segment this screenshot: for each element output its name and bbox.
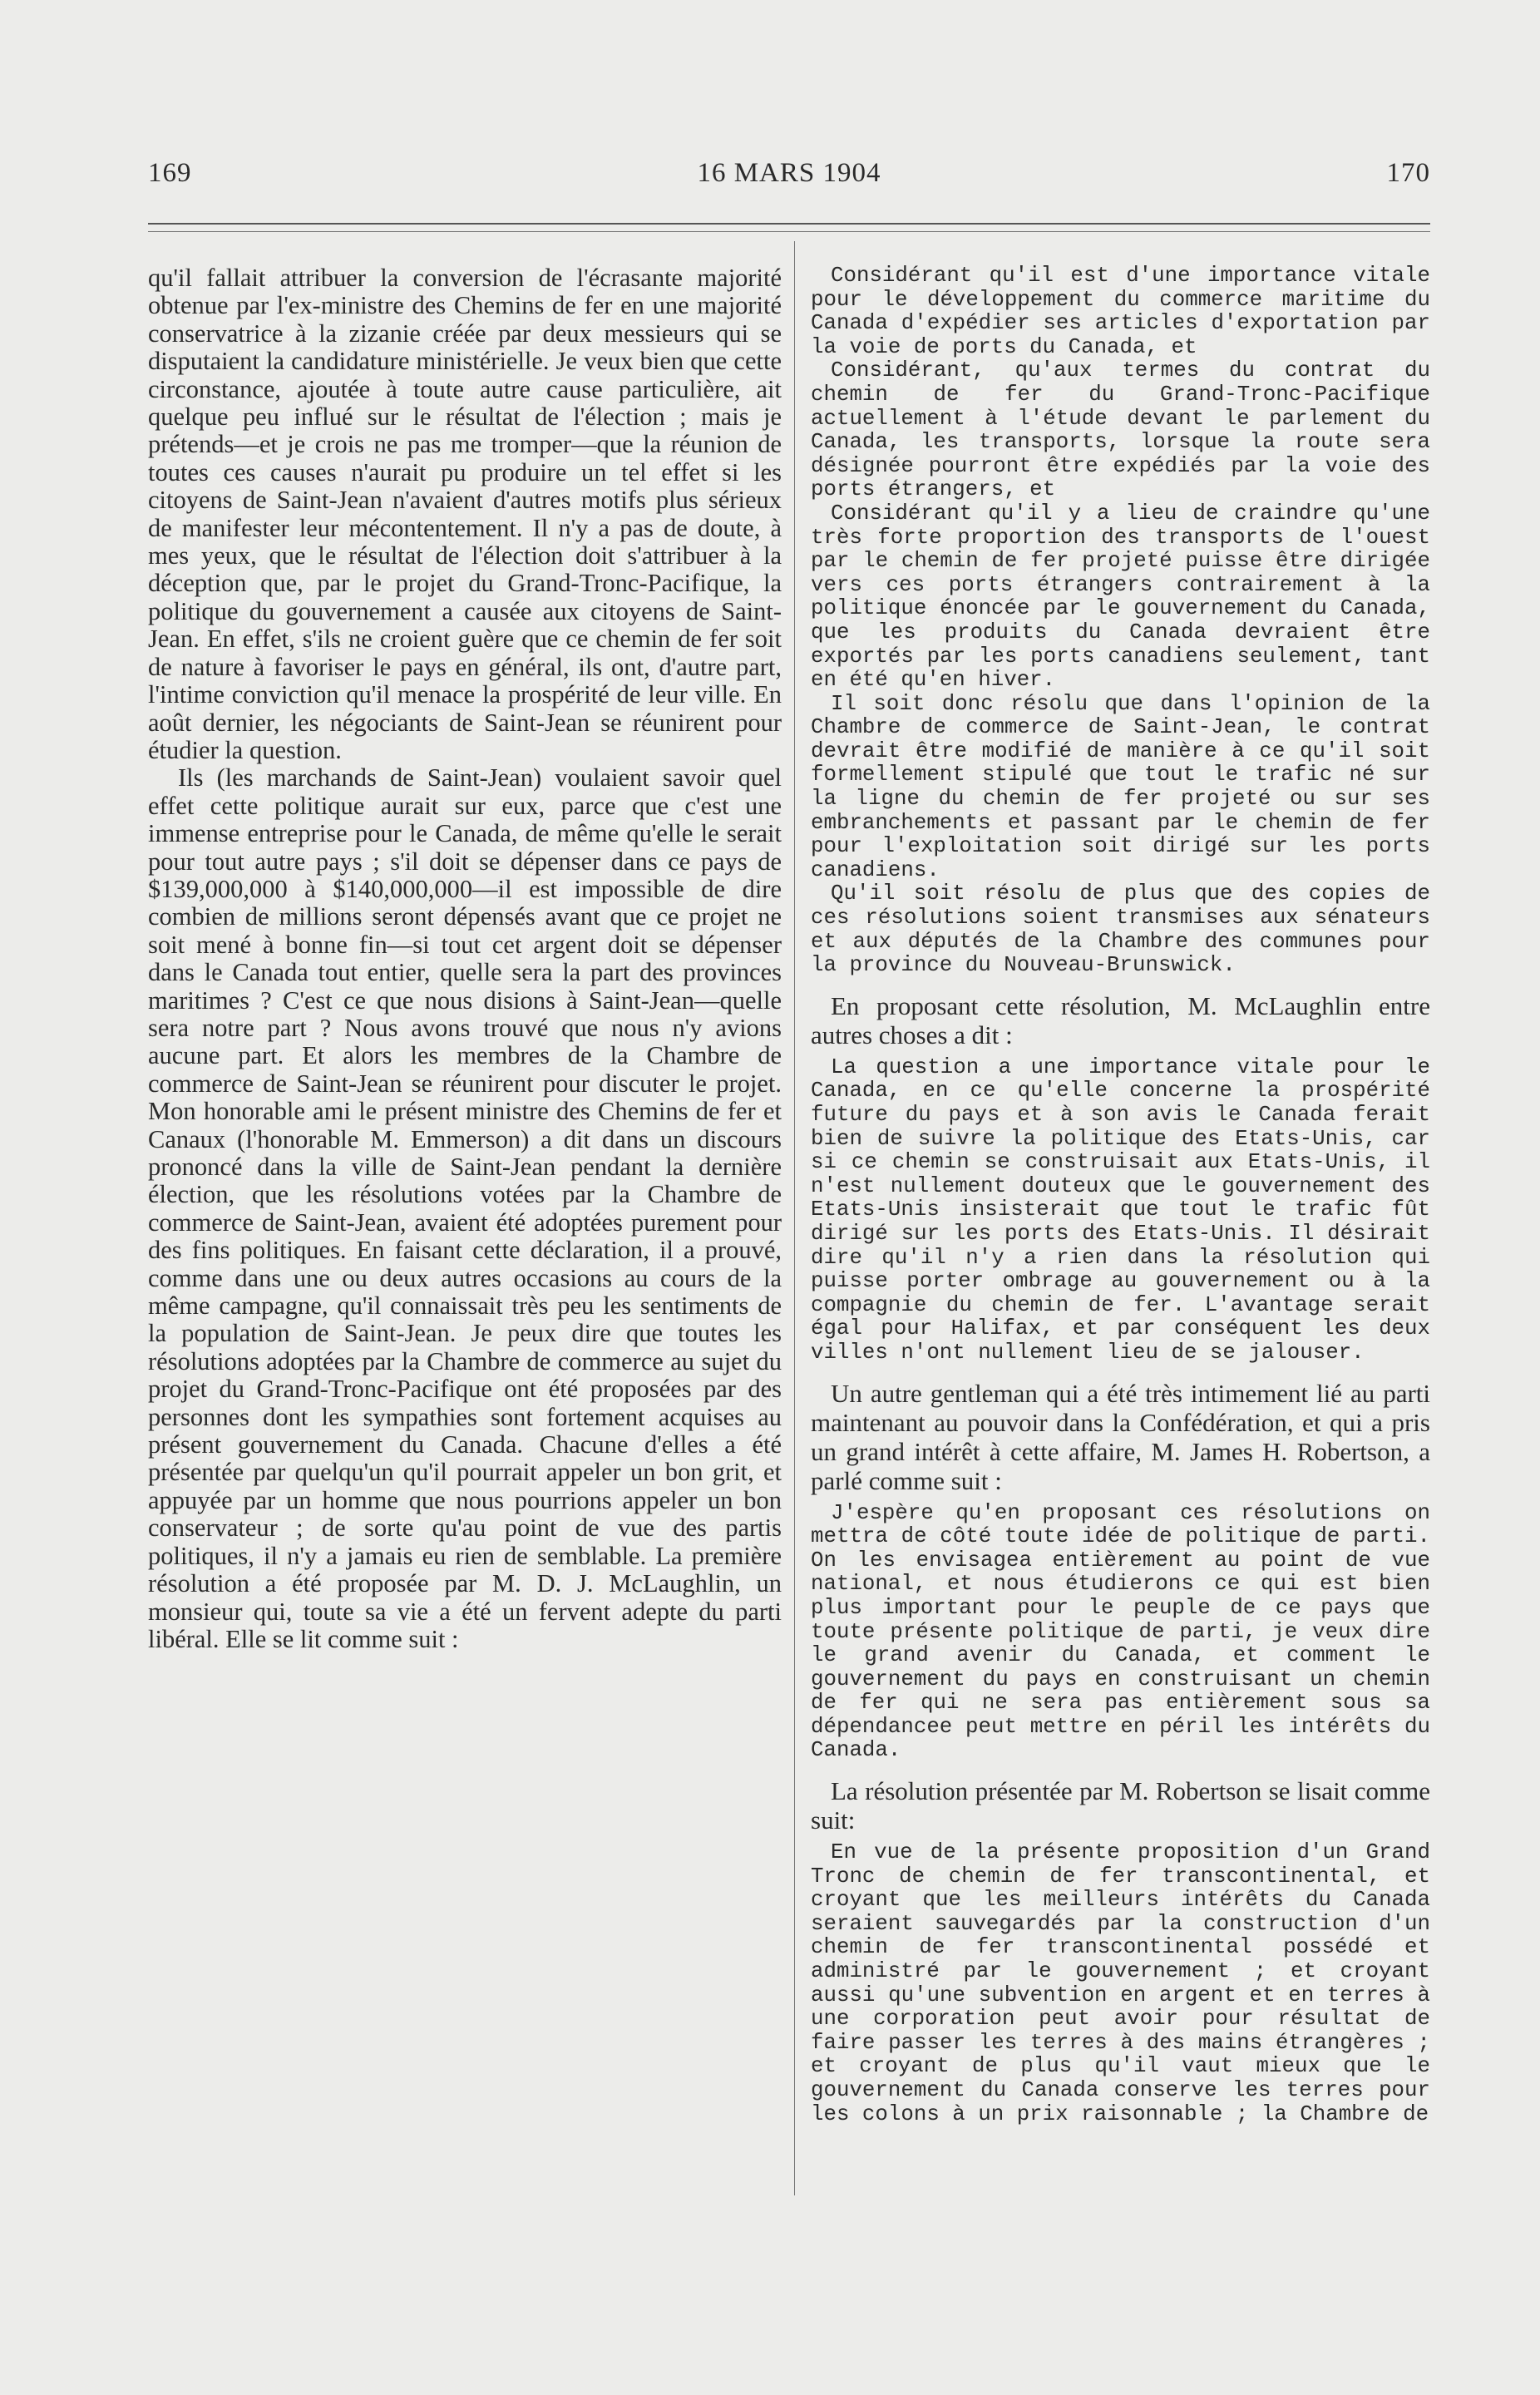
left-paragraph: qu'il fallait attribuer la conversion de l'écrasante majorité obtenue par l'ex-ministre des Chemins de fer en une majorité conservatrice à la zizanie créée par deux messieurs qui se disputaient la candidature ministérielle. Je veux bien que cette circonstance, ajoutée à toute autre cause particulière, ait quelque peu influé sur le résultat de l'élection ; mais je prétends—et je crois ne pas me tromper—que la réunion de toutes ces causes n'aurait pu produire un tel effet si les citoyens de Saint-Jean n'avaient d'autres motifs plus sérieux de manifester leur mécontentement. Il n'y a pas de doute, à mes yeux, que le résultat de l'élection doit s'attribuer à la déception que, par le projet du Grand-Tronc-Pacifique, la politique du gouvernement a causée aux citoyens de Saint-Jean. En effet, s'ils ne croient guère que ce chemin de fer soit de nature à favoriser le pays en général, ils ont, d'autre part, l'intime conviction qu'il menace la prospérité de leur ville. En août dernier, les négociants de Saint-Jean se réunirent pour étudier la question.: [148, 264, 782, 764]
quotation-paragraph: J'espère qu'en proposant ces résolutions on mettra de côté toute idée de politique de parti. On les envisagea entièrement au point de vue national, et nous étudierons ce qui est bien plus important pour le peuple de ce pays que toute présente politique de parti, je veux dire le grand avenir du Canada, et comment le gouvernement du pays en construisant un chemin de fer qui ne sera pas entièrement sous sa dépendancee peut mettre en péril les intérêts du Canada.: [811, 1500, 1430, 1763]
narrative: [811, 991, 1430, 1049]
narrative-paragraph: En proposant cette résolution, M. McLaughlin entre autres choses a dit :: [811, 990, 1430, 1049]
resolution-paragraph: Considérant, qu'aux termes du contrat du chemin de fer du Grand-Tronc-Pacifique actuellement à l'étude devant le parlement du Canada, les transports, lorsque la route sera désignée pourront être expédiés par la voie des ports étrangers, et: [811, 358, 1430, 502]
right-column: [811, 264, 1430, 2126]
narrative-paragraph: La résolution présentée par M. Robertson se lisait comme suit:: [811, 1776, 1430, 1835]
page-header: [148, 158, 1430, 200]
quotation-paragraph: La question a une importance vitale pour le Canada, en ce qu'elle concerne la prospérité future du pays et à son avis le Canada ferait bien de suivre la politique des Etats-Unis, car si ce chemin se construisait aux Etats-Unis, il n'est nullement douteux que le gouvernement des Etats-Unis insisterait que tout le trafic fût dirigé sur les ports des Etats-Unis. Il désirait dire qu'il n'y a rien dans la résolution qui puisse porter ombrage au gouvernement ou à la compagnie du chemin de fer. L'avantage serait égal pour Halifax, et par conséquent les deux villes n'ont nullement lieu de se jalouser.: [811, 1054, 1430, 1365]
page-number-left: 169: [148, 158, 192, 188]
header-rules: [148, 223, 1430, 232]
left-column: [148, 264, 782, 1653]
narrative: [811, 1379, 1430, 1495]
resolution-paragraph: Considérant qu'il est d'une importance vitale pour le développement du commerce maritime du Canada d'expédier ses articles d'exportation par la voie de ports du Canada, et: [811, 264, 1430, 359]
resolution-paragraph: Considérant qu'il y a lieu de craindre qu'une très forte proportion des transports de l'ouest par le chemin de fer projeté puisse être dirigée vers ces ports étrangers contrairement à la politique énoncée par le gouvernement du Canada, que les produits du Canada devraient être exportés par les ports canadiens seulement, tant en été qu'en hiver.: [811, 501, 1430, 693]
resolution-text: [811, 264, 1430, 978]
resolution-paragraph: En vue de la présente proposition d'un Grand Tronc de chemin de fer transcontinental, et croyant que les meilleurs intérêts du Canada seraient sauvegardés par la construction d'un chemin de fer transcontinental possédé et administré par le gouvernement ; et croyant aussi qu'une subvention en argent et en terres à une corporation peut avoir pour résultat de faire passer les terres à des mains étrangères ; et croyant de plus qu'il vaut mieux que le gouvernement du Canada conserve les terres pour les colons à un prix raisonnable ; la Chambre de: [811, 1840, 1430, 2126]
quotation-text: [811, 1056, 1430, 1365]
column-divider: [794, 241, 795, 2195]
quotation-text: [811, 1502, 1430, 1764]
narrative-paragraph: Un autre gentleman qui a été très intimement lié au parti maintenant au pouvoir dans la Confédération, et qui a pris un grand intérêt à cette affaire, M. James H. Robertson, a parlé comme suit :: [811, 1378, 1430, 1495]
left-paragraph: Ils (les marchands de Saint-Jean) voulaient savoir quel effet cette politique aurait sur eux, parce que c'est une immense entreprise pour le Canada, de même qu'elle le serait pour tout autre pays ; s'il doit se dépenser dans ce pays de $139,000,000 à $140,000,000—il est impossible de dire combien de millions seront dépensés avant que ce projet ne soit mené à bonne fin—si tout cet argent doit se dépenser dans le Canada tout entier, quelle sera la part des provinces maritimes ? C'est ce que nous disions à Saint-Jean—quelle sera notre part ? Nous avons trouvé que nous n'y avions aucune part. Et alors les membres de la Chambre de commerce de Saint-Jean se réunirent pour discuter le projet. Mon honorable ami le présent ministre des Chemins de fer et Canaux (l'honorable M. Emmerson) a dit dans un discours prononcé dans la ville de Saint-Jean pendant la dernière élection, que les résolutions votées par la Chambre de commerce de Saint-Jean, avaient été adoptées purement pour des fins politiques. En faisant cette déclaration, il a prouvé, comme dans une ou deux autres occasions au cours de la même campagne, qu'il connaissait très peu les sentiments de la population de Saint-Jean. Je peux dire que toutes les résolutions adoptées par la Chambre de commerce au sujet du projet du Grand-Tronc-Pacifique ont été proposées par des personnes dont les sympathies sont fortement acquises au présent gouvernement du Canada. Chacune d'elles a été présentée par quelqu'un qu'il pourrait appeler un bon grit, et appuyée par un homme que nous pourrions appeler un bon conservateur ; de sorte qu'au point de vue des partis politiques, il n'y a jamais eu rien de semblable. La première résolution a été proposée par M. D. J. McLaughlin, un monsieur qui, toute sa vie a été un fervent adepte du parti libéral. Elle se lit comme suit :: [148, 763, 782, 1653]
resolution-text: [811, 1841, 1430, 2126]
narrative: [811, 1776, 1430, 1835]
resolution-paragraph: Il soit donc résolu que dans l'opinion de la Chambre de commerce de Saint-Jean, le contrat devrait être modifié de manière à ce qu'il soit formellement stipulé que tout le trafic né sur la ligne du chemin de fer projeté ou sur ses embranchements et passant par le chemin de fer pour l'exploitation soit dirigé sur les ports canadiens.: [811, 691, 1430, 882]
page-date: 16 MARS 1904: [697, 158, 881, 188]
resolution-paragraph: Qu'il soit résolu de plus que des copies de ces résolutions soient transmises aux sénateurs et aux députés de la Chambre des communes pour la province du Nouveau-Brunswick.: [811, 881, 1430, 978]
page-number-right: 170: [1386, 158, 1430, 188]
